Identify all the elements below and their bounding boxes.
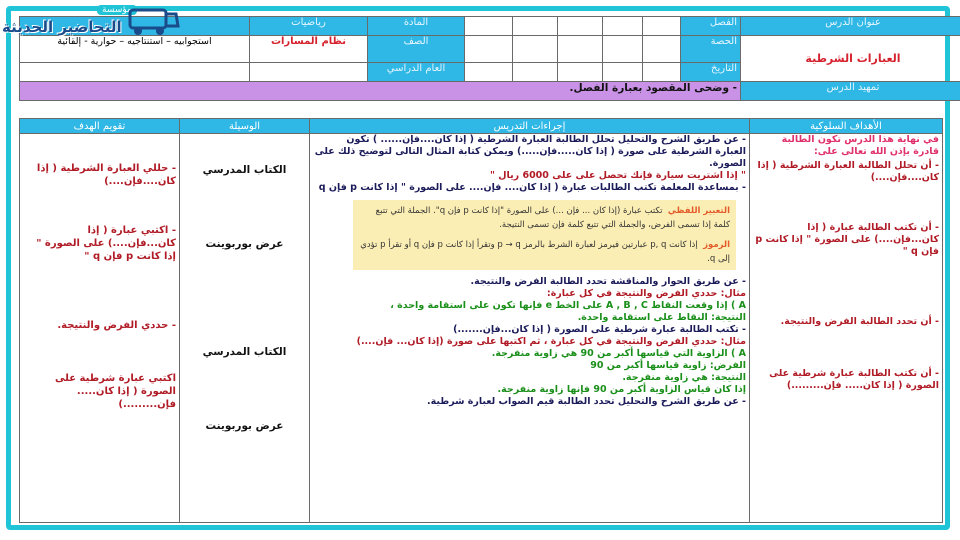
procedure-13: إذا كان قياس الزاوية أكبر من 90 فإنها زاوية منفرجة.: [497, 384, 746, 395]
year-label: العام الدراسي: [368, 63, 465, 82]
procedure-12: النتيجة: هي زاوية منفرجة.: [622, 372, 746, 383]
intro-label: تمهيد الدرس: [741, 82, 960, 101]
objectives-intro: في نهاية هذا الدرس تكون الطالبة قادرة بإذن الله تعالى على:: [781, 134, 939, 157]
col-objectives: الأهداف السلوكية: [750, 119, 943, 134]
evaluation-2: - اكتبي عبارة ( إذا كان...فإن....) على الصورة " إذا كانت p فإن q ": [36, 225, 176, 262]
procedure-8: - تكتب الطالبة عبارة شرطية على الصورة ( إذا كان...فإن.......): [453, 324, 746, 335]
means-cell: [180, 134, 310, 523]
procedure-2: " إذا اشتريت سيارة فإنك تحصل على على 6000 ريال ": [490, 170, 746, 181]
date-label: التاريخ: [681, 63, 741, 82]
procedure-5: مثال: حددي الفرض والنتيجة في كل عبارة:: [546, 288, 746, 299]
logo-badge: مؤسسة: [97, 5, 137, 15]
period-label: الحصة: [681, 36, 741, 63]
procedure-1: - عن طريق الشرح والتحليل تحلل الطالبة العبارة الشرطية ( إذا كان....فإن...... ) تكون العبارة الشرطية على صورة ( إذا كان.....فإن.....) ويمكن كتابة المثال التالى لتوضيح ذلك على الصورة.: [314, 134, 746, 169]
col-procedures: إجراءات التدريس: [310, 119, 750, 134]
objective-4: - أن تكتب الطالبة عبارة شرطية على الصورة ( إذا كان..... فإن.........): [769, 368, 939, 391]
means-1: الكتاب المدرسي: [202, 164, 287, 176]
procedures-cell: [310, 134, 750, 523]
chapter-label: الفصل: [681, 17, 741, 36]
procedure-11: الفرض: زاوية قياسها أكبر من 90: [590, 360, 746, 371]
symbols-tag: الرموز: [703, 240, 730, 250]
means-4: عرض بوربوينت: [205, 420, 284, 432]
grade-label: الصف: [368, 36, 465, 63]
objective-3: - أن تحدد الطالبة الفرض والنتيجة.: [780, 316, 939, 327]
col-means: الوسيلة: [180, 119, 310, 134]
evaluation-1: - حللي العبارة الشرطية ( إذا كان....فإن....): [36, 163, 176, 187]
procedure-7: النتيجة: النقاط على استقامة واحدة.: [577, 312, 746, 323]
intro-value: - وضحى المقصود بعبارة الفصل.: [20, 82, 741, 101]
procedure-3: - بمساعدة المعلمة تكتب الطالبات عبارة ( إذا كان.... فإن.... على الصورة " إذا كانت p فإن q: [318, 182, 746, 193]
symbols-text: إذا كانت p, q عبارتين فيرمز لعبارة الشرط بالرمز p → q وتقرأ إذا كانت p فإن q أو تقرأ p تؤدي إلى q.: [360, 240, 730, 264]
objectives-cell: [750, 134, 943, 523]
procedure-10: A ) الزاوية التي قياسها أكبر من 90 هي زاوية منفرجة.: [491, 348, 746, 359]
lesson-plan-table: [19, 118, 943, 523]
evaluation-3: - حددي الفرض والنتيجة.: [57, 320, 176, 331]
verbal-text: تكتب عبارة (إذا كان ... فإن ...) على الصورة "إذا كانت p فإن q". الجملة التي تتبع كلمة إذا تسمى الفرض، والجملة التي تتبع كلمة فإن تسمى النتيجة.: [375, 206, 730, 230]
procedure-9: مثال: حددي الفرض والنتيجة في كل عبارة ، ثم اكتبها على صورة (إذا كان... فإن....): [356, 336, 746, 347]
subject-value: رياضيات: [250, 17, 368, 36]
logo-name: التحاضير الحديثة: [2, 18, 122, 36]
means-2: عرض بوربوينت: [205, 238, 284, 250]
lesson-title-label: عنوان الدرس: [741, 17, 960, 36]
evaluation-4: اكتبي عبارة شرطية على الصورة ( إذا كان..... فإن.........): [55, 373, 176, 410]
track-value: نظام المسارات: [250, 36, 368, 63]
subject-label: المادة: [368, 17, 465, 36]
truck-logo-icon: [124, 2, 180, 38]
procedure-6: A ) إذا وقعت النقاط A , B , C على الخط e فإنها تكون على استقامة واحدة ،: [390, 300, 746, 311]
objective-1: - أن تحلل الطالبة العبارة الشرطية ( إذا كان....فإن....): [757, 160, 939, 183]
objective-2: - أن تكتب الطالبة عبارة ( إذا كان...فإن....) على الصورة " إذا كانت p فإن q ": [755, 222, 939, 257]
col-evaluation: تقويم الهدف: [20, 119, 180, 134]
logo: [2, 2, 192, 42]
evaluation-cell: [20, 134, 180, 523]
strategies-value: استجوابيه – استنتاجيه – حوارية - إلقائية: [20, 36, 250, 63]
procedure-4: - عن طريق الحوار والمناقشة تحدد الطالبة الفرض والنتيجة.: [470, 276, 746, 287]
definition-box: [353, 200, 736, 270]
means-3: الكتاب المدرسي: [202, 346, 287, 358]
verbal-tag: التعبير اللفظي: [667, 206, 730, 216]
lesson-title: العبارات الشرطية: [741, 36, 960, 82]
procedure-14: - عن طريق الشرح والتحليل تحدد الطالبة قيم الصواب لعبارة شرطية.: [427, 396, 746, 407]
